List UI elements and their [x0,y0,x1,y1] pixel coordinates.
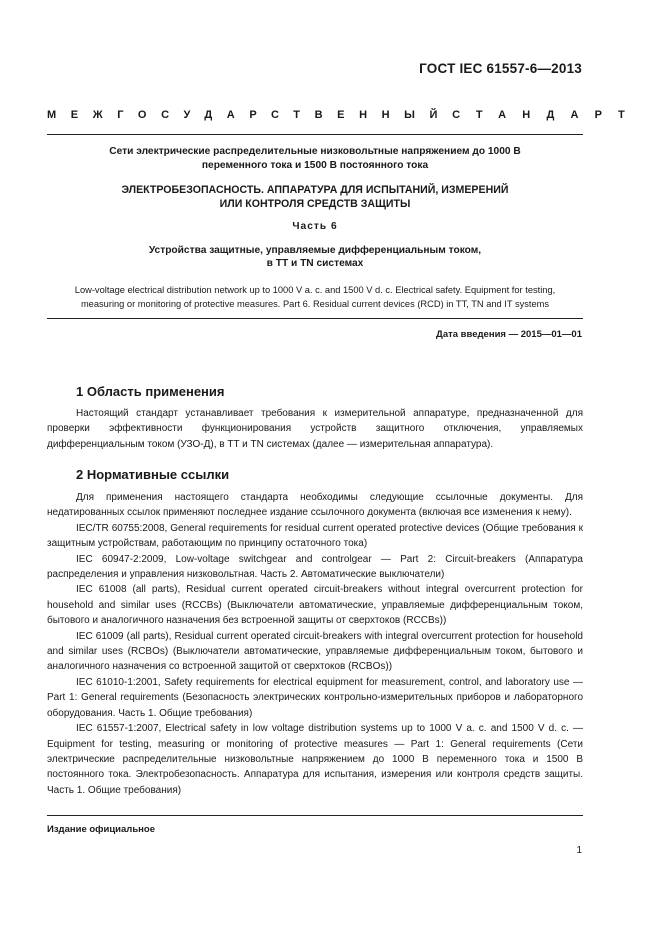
standard-kind-word-1: МЕЖГОСУДАРСТВЕННЫЙ [47,109,453,121]
normative-reference-item: IEC 61010-1:2001, Safety requirements for electrical equipment for measurement, control, and laboratory use — Part 1: General requirements (Безопасность электрических контрольно-измерительных приборов и лабораторного оборудования. Часть 1. Общие требования) [47,676,583,719]
title-main-line-1: ЭЛЕКТРОБЕЗОПАСНОСТЬ. АППАРАТУРА ДЛЯ ИСПЫТАНИЙ, ИЗМЕРЕНИЙ [121,184,509,196]
section-1-heading: 1 Область применения [76,384,225,399]
section-1-paragraph: Настоящий стандарт устанавливает требования к измерительной аппаратуре, предназначенной для проверки эффективности функционирования устройств защитного отключения, управляемых дифференциальным током (УЗО-Д), в TT и TN системах (далее — измерительная аппаратура). [47,408,583,450]
title-scope-line-1: Сети электрические распределительные низковольтные напряжением до 1000 В [109,146,521,157]
english-title-line-1: Low-voltage electrical distribution network up to 1000 V a. c. and 1500 V d. c. Electrical safety. Equipment for testing, [74,285,556,295]
subtitle-line-1: Устройства защитные, управляемые дифференциальным током, [148,245,482,256]
english-title [47,283,583,311]
standard-kind-heading [47,109,641,121]
section-1-body [47,406,583,452]
title-scope-line-2: переменного тока и 1500 В постоянного тока [201,160,429,171]
page-number: 1 [576,845,582,856]
section-2-heading: 2 Нормативные ссылки [76,467,230,482]
title-divider [47,318,583,319]
top-divider [47,134,583,135]
subtitle-line-2: в TT и TN системах [266,258,364,269]
title-scope [47,145,583,173]
standard-kind-word-2: СТАНДАРТ [452,109,641,121]
introduction-date: Дата введения — 2015—01—01 [436,329,582,340]
english-title-line-2: measuring or monitoring of protective measures. Part 6. Residual current devices (RCD) in TT, TN and IT systems [80,299,550,309]
normative-reference-item: IEC 60947-2:2009, Low-voltage switchgear and controlgear — Part 2: Circuit-breakers (Аппаратура распределения и управления низковольтная. Часть 2. Автоматические выключатели) [47,553,583,581]
subtitle [47,244,583,270]
part-label: Часть 6 [292,221,338,232]
document-code: ГОСТ IEC 61557-6—2013 [419,61,582,76]
section-2-body [47,490,583,798]
title-main-line-2: ИЛИ КОНТРОЛЯ СРЕДСТВ ЗАЩИТЫ [219,198,411,210]
normative-reference-item: IEC 61008 (all parts), Residual current operated circuit-breakers without integral overcurrent protection for household and similar uses (RCCBs) (Выключатели автоматические, управляемые дифференциальным током, бытового и аналогичного назначения без встроенной защиты от сверхтоков (RCCBs)) [47,584,583,627]
normative-reference-item: IEC 61557-1:2007, Electrical safety in low voltage distribution systems up to 1000 V a. c. and 1500 V d. c. — Equipment for testing, measuring or monitoring of protective measures — Part 1: General requirements (Сети электрические распределительные низковольтные напряжением до 1000 В переменного тока и 1500 В постоянного тока. Электробезопасность. Аппаратура для испытания, измерения или контроля средств защиты. Часть 1. Общие требования) [47,723,583,796]
normative-reference-item: IEC/TR 60755:2008, General requirements for residual current operated protective devices (Общие требования к защитным устройствам, работающим по принципу остаточного тока) [47,522,583,550]
section-2-paragraph: Для применения настоящего стандарта необходимы следующие ссылочные документы. Для недатированных ссылок применяют последнее издание ссылочного документа (включая все изменения к нему). [47,492,583,519]
title-main [47,183,583,211]
official-edition-label: Издание официальное [47,824,155,835]
footer-divider [47,815,583,816]
normative-reference-item: IEC 61009 (all parts), Residual current operated circuit-breakers with integral overcurrent protection for household and similar uses (RCBOs) (Выключатели автоматические, управляемые дифференциальным током, бытового и аналогичного назначения со встроенной защитой от сверхтоков (RCBOs)) [47,630,583,673]
